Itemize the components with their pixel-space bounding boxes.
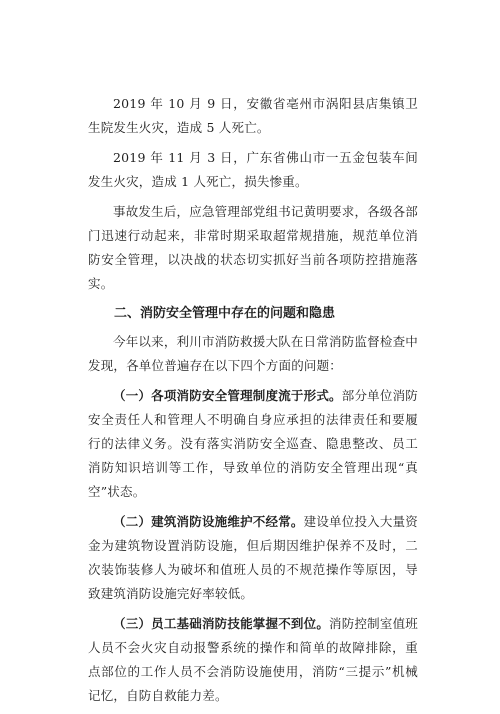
section-intro: 今年以来，利川市消防救援大队在日常消防监督检查中发现，各单位普遍存在以下四个方面的问题： (88, 334, 418, 373)
paragraph-incident-1: 2019 年 10 月 9 日，安徽省亳州市涡阳县店集镇卫生院发生火灾，造成 5 人死亡。 (88, 96, 418, 135)
paragraph-response: 事故发生后，应急管理部党组书记黄明要求，各级各部门迅速行动起来，非常时期采取超常规措施，规范单位消防安全管理，以决战的状态切实抓好当前各项防控措施落实。 (88, 204, 418, 291)
document-body (88, 92, 418, 714)
issue-item-1-title: （一）各项消防安全管理制度流于形式。 (113, 388, 342, 403)
issue-item-3-body: 消防控制室值班人员不会火灾自动报警系统的操作和简单的故障排除，重点部位的工作人员不会消防设施使用，消防“三提示”机械记忆，自防自救能力差。 (88, 616, 418, 703)
section-heading: 二、消防安全管理中存在的问题和隐患 (114, 306, 336, 321)
issue-item-1-body: 部分单位消防安全责任人和管理人不明确自身应承担的法律责任和要履行的法律义务。没有落实消防安全巡查、隐患整改、员工消防知识培训等工作，导致单位的消防安全管理出现“真空”状态。 (88, 388, 418, 499)
issue-item-2-title: （二）建筑消防设施维护不经常。 (113, 514, 304, 529)
issue-item-2-body: 建设单位投入大量资金为建筑物设置消防设施，但后期因维护保养不及时，二次装饰装修人为破坏和值班人员的不规范操作等原因，导致建筑消防设施完好率较低。 (88, 514, 418, 601)
issue-item-1 (88, 384, 418, 504)
issue-item-2 (88, 510, 418, 606)
issue-item-3 (88, 612, 418, 708)
paragraph-incident-2: 2019 年 11 月 3 日，广东省佛山市一五金包装车间发生火灾，造成 1 人死亡，损失惨重。 (88, 150, 418, 189)
issue-item-3-title: （三）员工基础消防技能掌握不到位。 (113, 616, 330, 631)
